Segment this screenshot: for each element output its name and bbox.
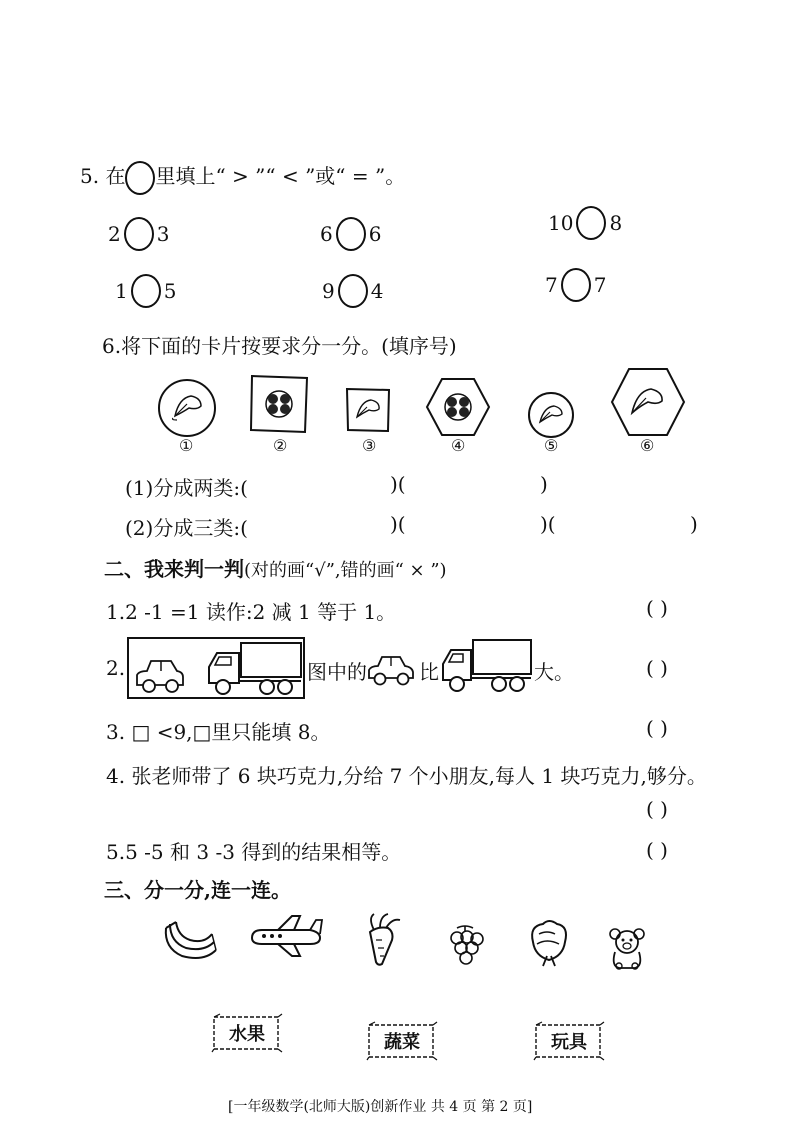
cabbage-icon	[525, 916, 571, 968]
judge-q2-than: 比	[419, 660, 439, 684]
judge-q4: 4. 张老师带了 6 块巧克力,分给 7 个小朋友,每人 1 块巧克力,够分。	[106, 764, 707, 788]
q6-title: 6.将下面的卡片按要求分一分。(填序号)	[102, 334, 457, 358]
card-label-1: ①	[179, 436, 194, 455]
classify-three-sep-1: )(	[390, 512, 406, 536]
compare-circle[interactable]	[338, 274, 368, 308]
car-icon	[137, 661, 183, 692]
judge-q2-end: 大。	[534, 660, 574, 684]
answer-circle[interactable]	[125, 161, 155, 195]
category-vegetable[interactable]: 蔬菜	[367, 1022, 437, 1060]
car-truck-picture-box	[127, 637, 305, 699]
judge-q3: 3. □ <9,□里只能填 8。	[106, 720, 331, 744]
classify-two-label: (1)分成两类:(	[125, 476, 248, 500]
classify-two-sep: )(	[390, 472, 406, 496]
compare-item-5: 9 4	[322, 274, 383, 308]
section3-title: 三、分一分,连一连。	[104, 878, 291, 902]
judge-q2-mid: 图中的	[307, 660, 367, 684]
judge-q1: 1.2 -1 =1 读作:2 减 1 等于 1。	[106, 600, 397, 624]
category-toy[interactable]: 玩具	[534, 1022, 604, 1060]
compare-circle[interactable]	[561, 268, 591, 302]
compare-circle[interactable]	[336, 217, 366, 251]
banana-icon	[160, 918, 220, 962]
carrot-icon	[360, 910, 408, 968]
card-label-5: ⑤	[544, 436, 559, 455]
card-3-square-ginkgo	[345, 387, 391, 433]
page-footer: [一年级数学(北师大版)创新作业 共 4 页 第 2 页]	[228, 1099, 533, 1115]
compare-item-1: 2 3	[108, 217, 169, 251]
card-6-hexagon-ginkgo	[610, 367, 686, 437]
section2-title: 二、我来判一判(对的画“√”,错的画“ × ”)	[104, 557, 447, 581]
teddy-bear-icon	[607, 926, 647, 970]
judge-answer-3[interactable]: ( )	[646, 716, 668, 740]
card-5-circle-ginkgo	[527, 391, 575, 439]
compare-item-2: 6 6	[320, 217, 381, 251]
q5-title: 5. 在 里填上“ > ”“ < ”或“ = ”。	[80, 160, 405, 195]
airplane-icon	[248, 914, 324, 958]
classify-three-sep-2: )(	[540, 512, 556, 536]
truck-icon	[441, 638, 533, 694]
judge-answer-5[interactable]: ( )	[646, 838, 668, 862]
classify-two-close: )	[540, 472, 548, 496]
card-label-4: ④	[451, 436, 466, 455]
judge-q2-prefix: 2.	[106, 656, 126, 680]
compare-item-3: 10 8	[548, 206, 622, 240]
classify-three-close: )	[690, 512, 698, 536]
card-2-square-flower	[249, 374, 309, 434]
compare-item-4: 1 5	[115, 274, 176, 308]
category-fruit[interactable]: 水果	[212, 1014, 282, 1052]
judge-answer-4[interactable]: ( )	[646, 797, 668, 821]
truck-icon	[209, 643, 301, 694]
card-label-3: ③	[362, 436, 377, 455]
compare-circle[interactable]	[124, 217, 154, 251]
card-label-6: ⑥	[640, 436, 655, 455]
grapes-icon	[443, 922, 487, 966]
judge-q5: 5.5 -5 和 3 -3 得到的结果相等。	[106, 840, 402, 864]
card-1-circle-ginkgo	[157, 378, 217, 438]
compare-item-6: 7 7	[545, 268, 606, 302]
car-icon	[366, 650, 418, 686]
card-4-hexagon-flower	[425, 377, 491, 437]
compare-circle[interactable]	[576, 206, 606, 240]
compare-circle[interactable]	[131, 274, 161, 308]
classify-three-label: (2)分成三类:(	[125, 516, 248, 540]
judge-answer-1[interactable]: ( )	[646, 596, 668, 620]
judge-answer-2[interactable]: ( )	[646, 656, 668, 680]
card-label-2: ②	[273, 436, 288, 455]
